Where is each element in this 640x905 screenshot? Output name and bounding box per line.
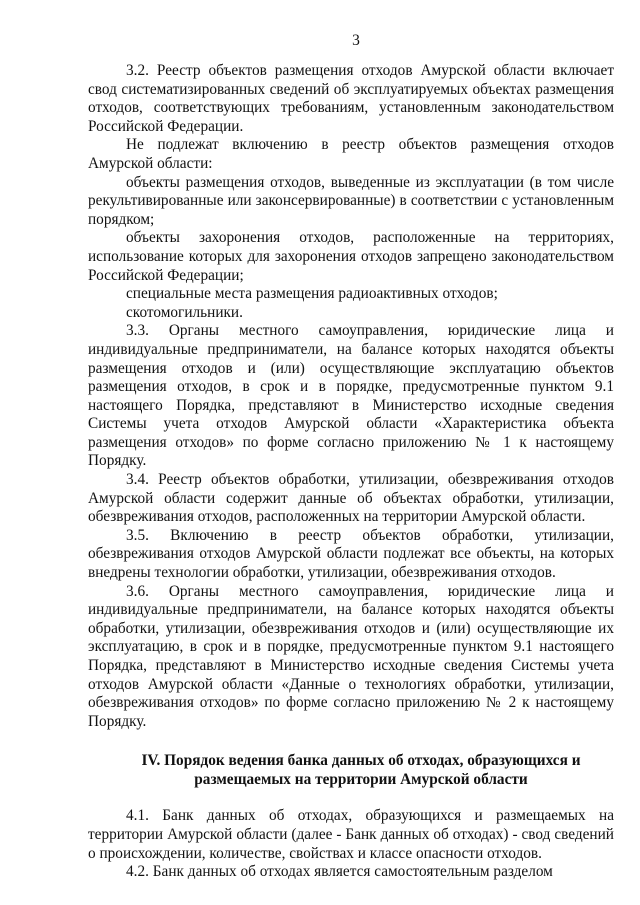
section-4-heading <box>88 751 614 789</box>
paragraph-3-3: 3.3. Органы местного самоуправления, юридические лица и индивидуальные предприниматели, на балансе которых находятся объекты размещения отходов и (или) осуществляющие эксплуатацию объектов размещения отходов, в срок и в порядке, предусмотренные пунктом 9.1 настоящего Порядка, представляют в Министерство исходные сведения Системы учета отходов Амурской области «Характеристика объекта размещения отходов» по форме согласно приложению № 1 к настоящему Порядку. <box>88 322 614 470</box>
section-3-body <box>88 62 614 731</box>
paragraph-3-5: 3.5. Включению в реестр объектов обработки, утилизации, обезвреживания отходов Амурской области подлежат все объекты, на которых внедрены технологии обработки, утилизации, обезвреживания отходов. <box>88 526 614 582</box>
paragraph-exclusion-radioactive: специальные места размещения радиоактивных отходов; <box>126 285 498 303</box>
paragraph-3-6: 3.6. Органы местного самоуправления, юридические лица и индивидуальные предприниматели, на балансе которых находятся объекты обработки, утилизации, обезвреживания отходов и (или) осуществляющие их эксплуатацию, в срок и в порядке, предусмотренные пунктом 9.1 настоящего Порядка, представляют в Министерство исходные сведения Системы учета отходов Амурской области «Данные о технологиях обработки, утилизации, обезвреживания отходов» по форме согласно приложению № 2 к настоящему Порядку. <box>88 582 614 730</box>
paragraph-exclusions-intro: Не подлежат включению в реестр объектов размещения отходов Амурской области: <box>88 136 614 172</box>
paragraph-exclusion-cattle-burial: скотомогильники. <box>126 303 243 321</box>
paragraph-exclusion-decommissioned: объекты размещения отходов, выведенные из эксплуатации (в том числе рекультивированные или законсервированные) в соответствии с установленным порядком; <box>88 173 614 228</box>
section-4-heading-line-1: IV. Порядок ведения банка данных об отходах, образующихся и <box>141 752 581 770</box>
paragraph-4-1: 4.1. Банк данных об отходах, образующихся и размещаемых на территории Амурской области (далее - Банк данных об отходах) - свод сведений о происхождении, количестве, свойствах и классе опасности отходов. <box>88 807 614 862</box>
document-page <box>88 32 614 882</box>
section-4-body <box>88 807 614 881</box>
section-4-heading-line-2: размещаемых на территории Амурской области <box>194 771 528 789</box>
paragraph-3-2: 3.2. Реестр объектов размещения отходов Амурской области включает свод систематизированных сведений об эксплуатируемых объектах размещения отходов, соответствующих требованиям, установленным законодательством Российской Федерации. <box>88 62 614 135</box>
paragraph-4-2: 4.2. Банк данных об отходах является самостоятельным разделом <box>126 863 553 881</box>
paragraph-3-4: 3.4. Реестр объектов обработки, утилизации, обезвреживания отходов Амурской области содержит данные об объектах обработки, утилизации, обезвреживания отходов, расположенных на территории Амурской области. <box>88 471 614 526</box>
paragraph-exclusion-burial-sites: объекты захоронения отходов, расположенные на территориях, использование которых для захоронения отходов запрещено законодательством Российской Федерации; <box>88 229 614 284</box>
page-number: 3 <box>352 32 360 49</box>
